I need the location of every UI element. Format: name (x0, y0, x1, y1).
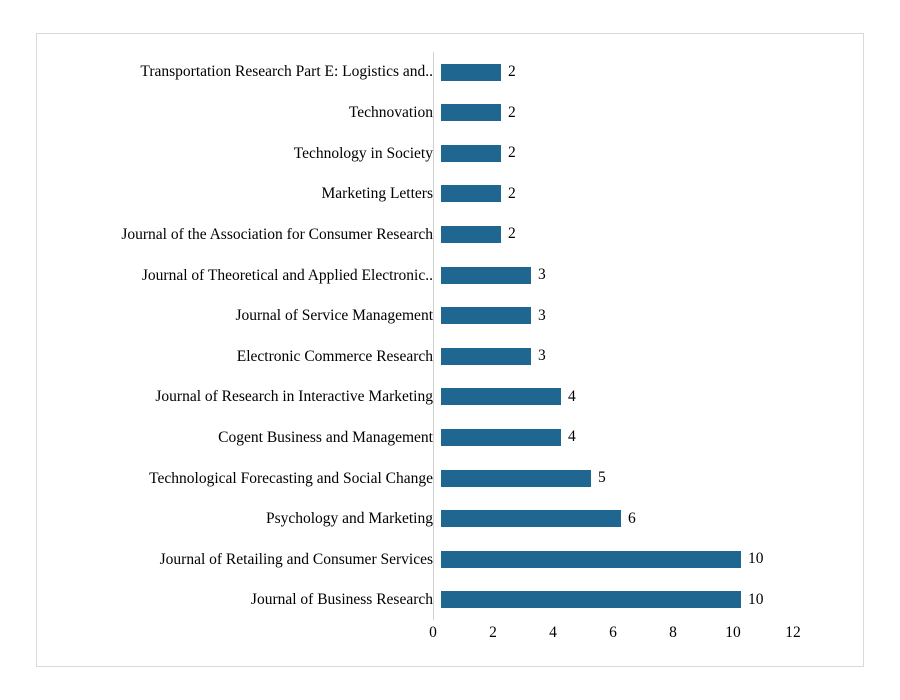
bar[interactable] (441, 185, 501, 202)
bar-value-label: 2 (508, 103, 516, 121)
bar-row (49, 93, 849, 133)
x-axis-ticks (429, 624, 801, 652)
x-tick-label: 2 (489, 624, 497, 641)
x-tick-label: 0 (429, 624, 437, 641)
bar[interactable] (441, 470, 591, 487)
bar-value-label: 2 (508, 225, 516, 243)
bar-value-label: 6 (628, 509, 636, 527)
category-label: Journal of Theoretical and Applied Electronic.. (141, 266, 433, 284)
bar-value-label: 2 (508, 144, 516, 162)
bar-row (49, 539, 849, 579)
bar[interactable] (441, 104, 501, 121)
bar-value-label: 10 (748, 550, 764, 568)
bar[interactable] (441, 226, 501, 243)
bar-row (49, 296, 849, 336)
x-tick-label: 8 (669, 624, 677, 641)
x-tick-label: 12 (785, 624, 801, 641)
bar[interactable] (441, 510, 621, 527)
x-tick-label: 4 (549, 624, 557, 641)
bar-row (49, 52, 849, 92)
bar-track (441, 52, 849, 92)
chart-container (36, 33, 864, 667)
bar-rows (49, 52, 849, 620)
bar-row (49, 214, 849, 254)
bar-row (49, 580, 849, 620)
bar-track (441, 499, 849, 539)
bar-row (49, 255, 849, 295)
bar-value-label: 2 (508, 184, 516, 202)
category-label: Technology in Society (293, 144, 433, 162)
bar-track (441, 214, 849, 254)
bar-value-label: 3 (538, 306, 546, 324)
category-label: Technovation (348, 104, 433, 122)
bar[interactable] (441, 64, 501, 81)
bar[interactable] (441, 145, 501, 162)
bar-value-label: 2 (508, 63, 516, 80)
bar-track (441, 93, 849, 133)
bar-track (441, 458, 849, 498)
category-label: Psychology and Marketing (265, 510, 433, 528)
value-axis-line (433, 52, 434, 620)
bar-row (49, 377, 849, 417)
x-tick-label: 6 (609, 624, 617, 641)
category-label: Transportation Research Part E: Logistics and.. (140, 63, 433, 81)
bar-row (49, 417, 849, 457)
bar-value-label: 5 (598, 469, 606, 487)
category-label: Journal of Business Research (250, 591, 433, 609)
bar-track (441, 417, 849, 457)
bar[interactable] (441, 388, 561, 405)
plot-area (37, 34, 863, 666)
bar-value-label: 10 (748, 590, 764, 608)
bar[interactable] (441, 307, 531, 324)
category-label: Journal of the Association for Consumer Research (121, 225, 433, 243)
bar-track (441, 174, 849, 214)
bar-track (441, 377, 849, 417)
bar-row (49, 133, 849, 173)
bar-value-label: 3 (538, 347, 546, 365)
category-label: Journal of Service Management (235, 307, 433, 325)
bar-track (441, 336, 849, 376)
category-label: Journal of Retailing and Consumer Services (159, 550, 433, 568)
bar[interactable] (441, 551, 741, 568)
bar-row (49, 499, 849, 539)
category-label: Marketing Letters (321, 185, 433, 203)
bar[interactable] (441, 348, 531, 365)
bar[interactable] (441, 591, 741, 608)
bar-row (49, 336, 849, 376)
bar-row (49, 174, 849, 214)
bar-track (441, 539, 849, 579)
bar-value-label: 3 (538, 266, 546, 284)
bar[interactable] (441, 429, 561, 446)
bar-track (441, 296, 849, 336)
category-label: Cogent Business and Management (218, 428, 433, 446)
bar-row (49, 458, 849, 498)
x-tick-label: 10 (725, 624, 741, 641)
bar-track (441, 133, 849, 173)
bar-value-label: 4 (568, 387, 576, 405)
bar-value-label: 4 (568, 428, 576, 446)
category-label: Electronic Commerce Research (236, 347, 433, 365)
category-label: Technological Forecasting and Social Change (149, 469, 433, 487)
bar-track (441, 580, 849, 620)
bar-track (441, 255, 849, 295)
bar[interactable] (441, 267, 531, 284)
category-label: Journal of Research in Interactive Marketing (155, 388, 433, 406)
